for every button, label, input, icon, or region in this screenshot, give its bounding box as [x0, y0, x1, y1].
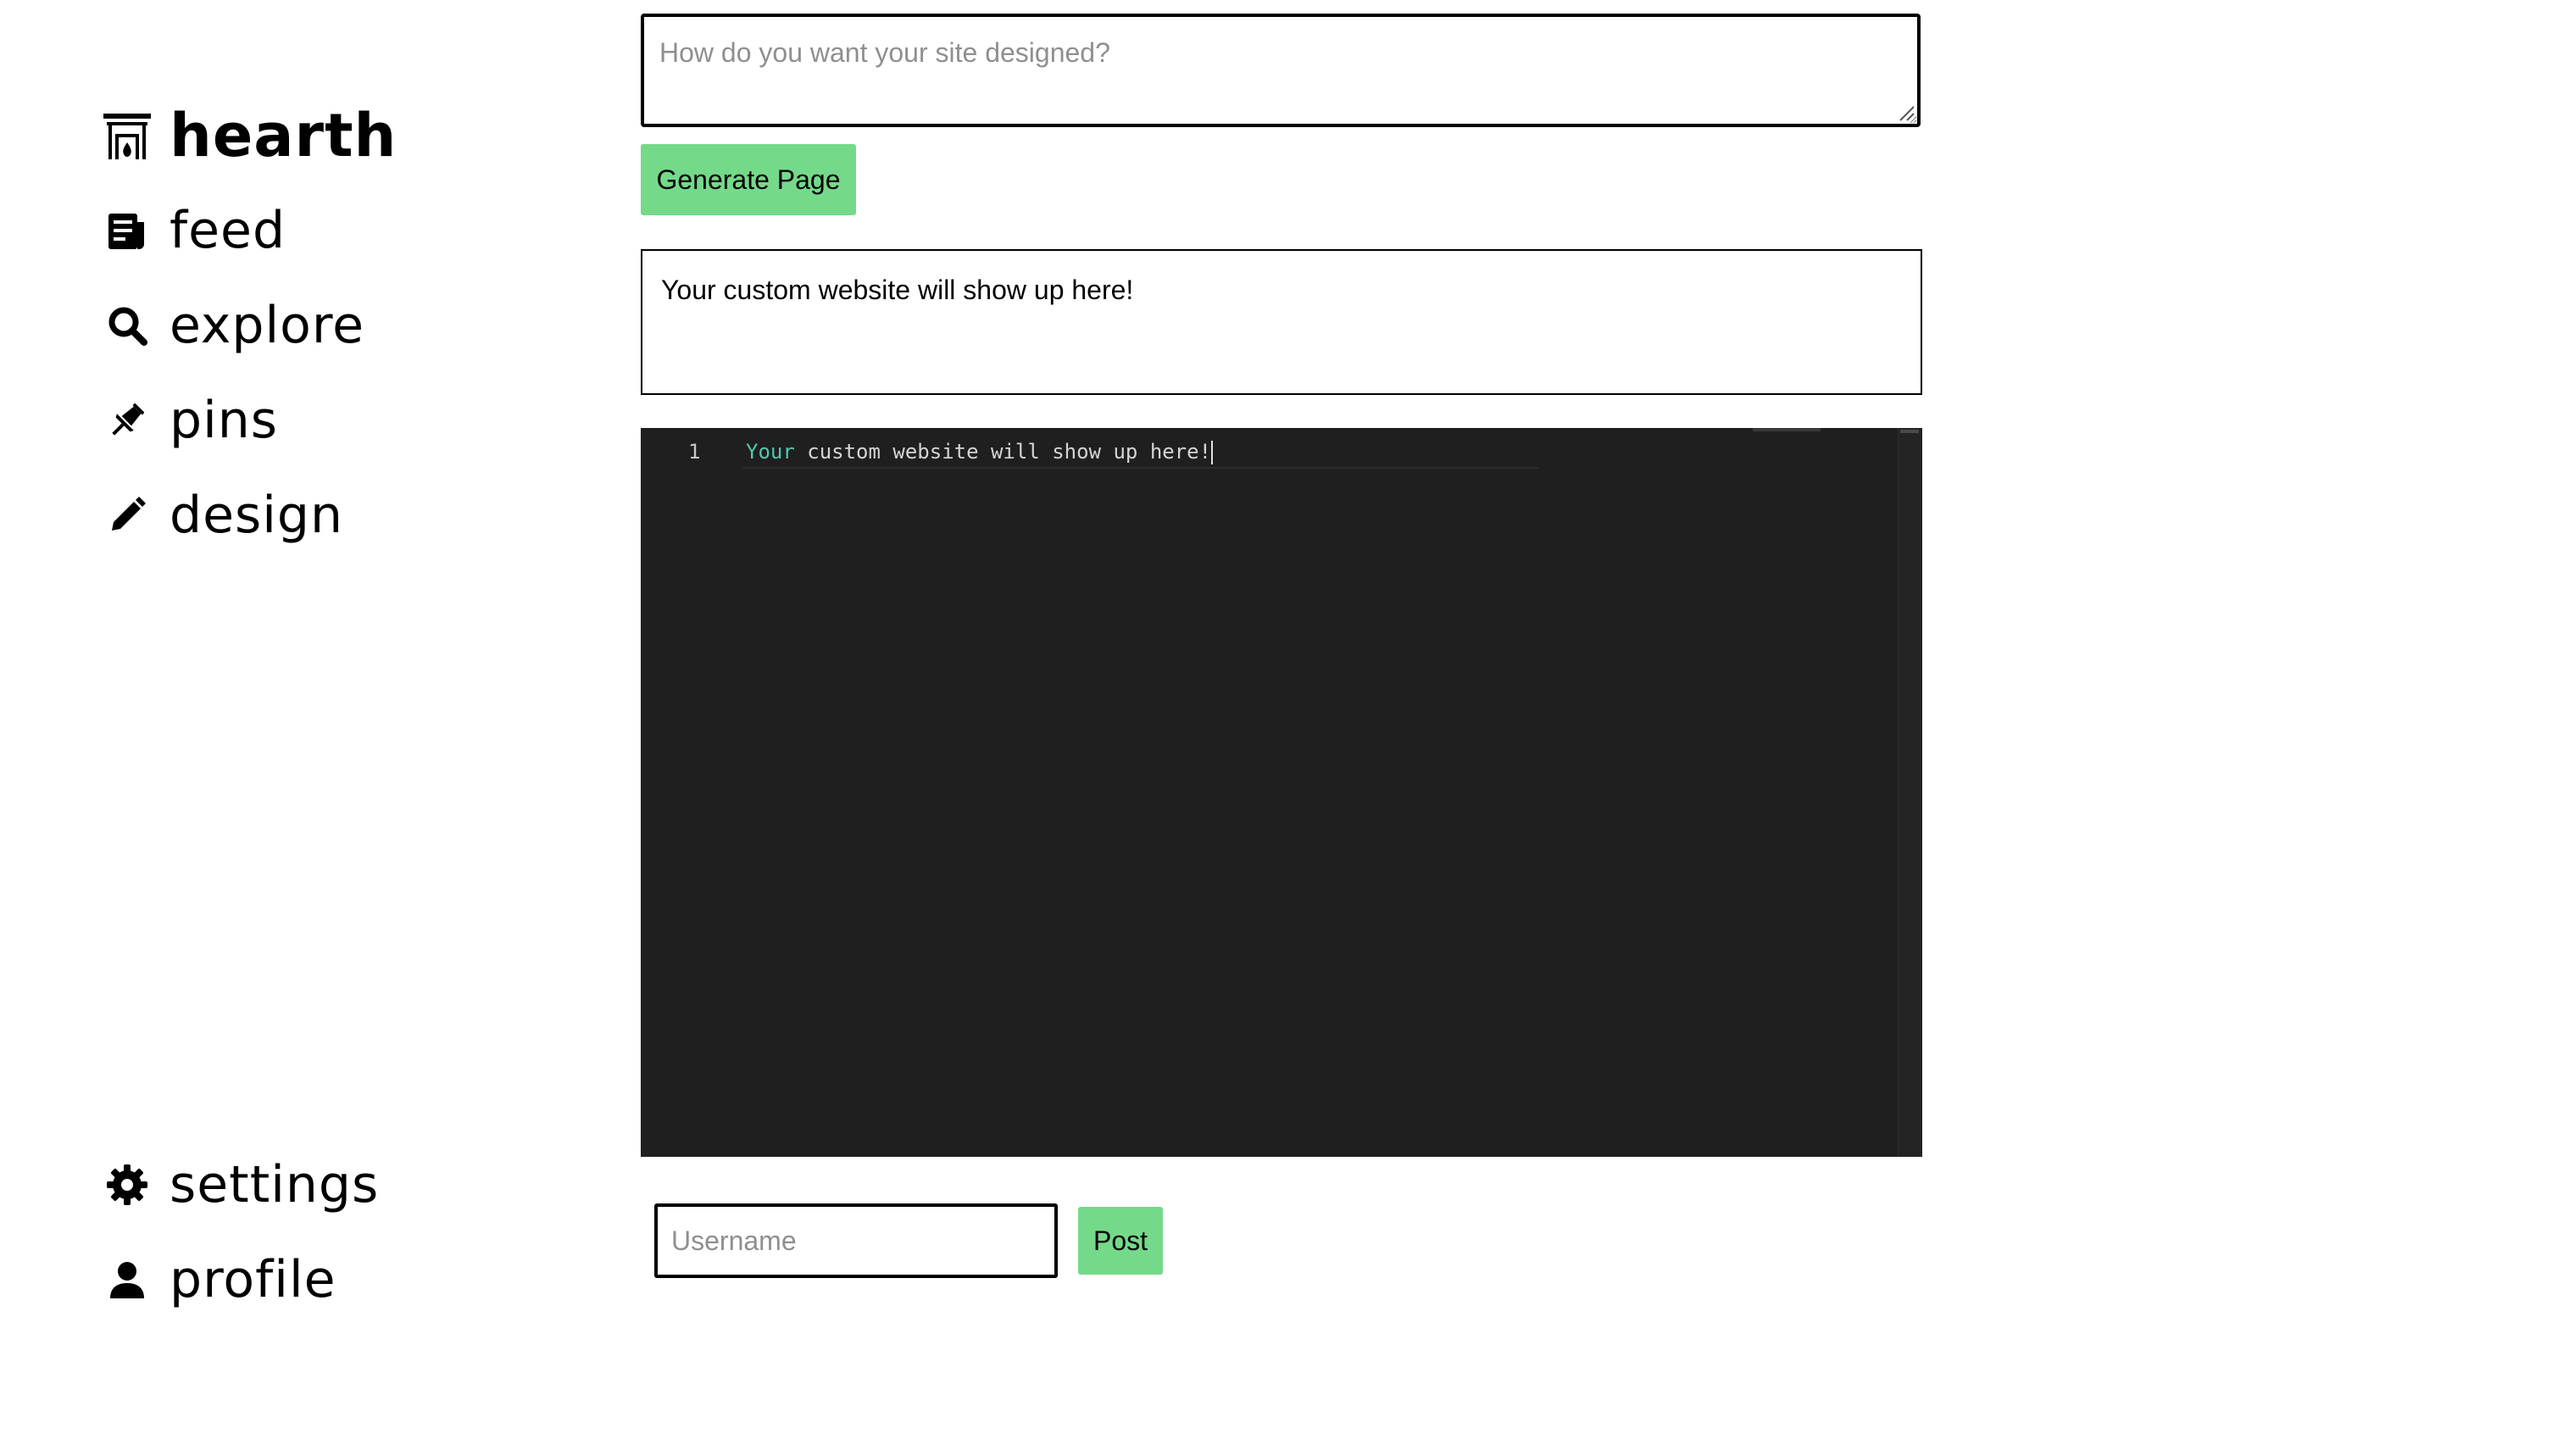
search-icon	[102, 300, 153, 351]
sidebar-item-label: pins	[170, 391, 279, 450]
fireplace-icon	[102, 110, 153, 161]
gear-icon	[102, 1159, 153, 1210]
preview-text: Your custom website will show up here!	[661, 275, 1134, 305]
code-line[interactable]	[746, 440, 1213, 464]
sidebar-item-settings[interactable]	[102, 1151, 379, 1219]
brand-logo-link[interactable]	[102, 102, 397, 169]
sidebar-item-label: explore	[170, 296, 365, 355]
code-keyword: Your	[746, 440, 795, 464]
sidebar-item-feed[interactable]	[102, 197, 286, 264]
editor-scrollbar[interactable]	[1898, 428, 1922, 1157]
sidebar-item-label: design	[170, 486, 344, 545]
sidebar-item-label: profile	[170, 1250, 336, 1309]
sidebar-item-label: settings	[170, 1155, 380, 1214]
brand-name: hearth	[170, 101, 398, 170]
pin-icon	[102, 395, 153, 446]
code-text: custom website will show up here!	[794, 440, 1212, 464]
sidebar-item-design[interactable]	[102, 481, 343, 549]
pencil-icon	[102, 490, 153, 541]
site-preview	[641, 249, 1922, 395]
generate-page-button[interactable]: Generate Page	[641, 144, 856, 215]
sidebar-item-label: feed	[170, 201, 286, 260]
post-button[interactable]: Post	[1078, 1207, 1163, 1275]
user-icon	[102, 1254, 153, 1305]
design-prompt-input[interactable]	[641, 14, 1921, 127]
newspaper-icon	[102, 205, 153, 256]
sidebar-item-pins[interactable]	[102, 386, 278, 454]
sidebar-item-profile[interactable]	[102, 1246, 336, 1314]
code-editor[interactable]	[641, 428, 1922, 1157]
scroll-thumb[interactable]	[1900, 430, 1919, 433]
text-cursor	[1211, 441, 1213, 464]
sidebar-item-explore[interactable]	[102, 292, 364, 359]
username-input[interactable]	[654, 1203, 1058, 1278]
minimap[interactable]	[1753, 428, 1821, 431]
line-number: 1	[688, 440, 701, 464]
